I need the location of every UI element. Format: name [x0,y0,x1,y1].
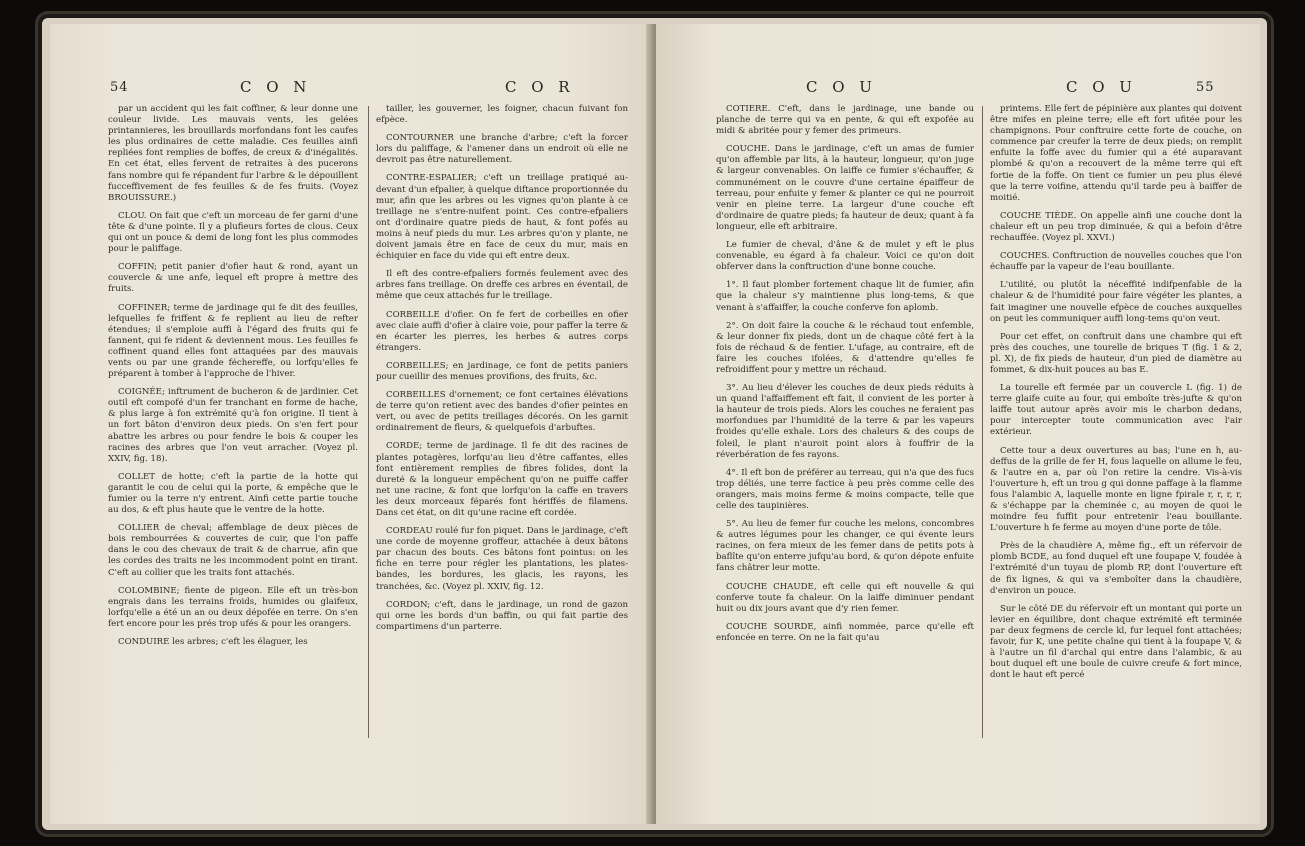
paragraph: CORBEILLES d'ornement; ce font certaines élévations de terre qu'on retient avec des bandes d'ofier peintes en vert, ou avec de petits treillages décorés. On les garnit ordinairement de fleurs, & quelquefois d'arbuftes. [376,390,628,434]
right-page [656,24,1260,824]
paragraph: COLLIER de cheval; affemblage de deux pièces de bois rembourrées & couvertes de cuir, que l'on paffe dans le cou des chevaux de trait & de charrue, afin que les cordes des traits ne les incommodent point en tirant. C'eft au collier que les traits font attachés. [108,523,358,578]
paragraph: 5°. Au lieu de femer fur couche les melons, concombres & autres légumes pour les changer, ce qui évente leurs racines, on fera mieux de les femer dans de petits pots à baflîte qu'on enterre jufqu'au bord, & qu'on dépote enfuite fans châtrer leur motte. [716,519,974,574]
left-page-header [110,78,610,100]
paragraph: COFFINER; terme de jardinage qui fe dit des feuilles, lefquelles fe friffent & fe replient au lieu de refter étendues; il s'emploie auffi à l'égard des fruits qui fe fannent, qui fe rident & deviennent mous. Les feuilles fe coffinent quand elles font attaquées par des mauvais vents ou par une grande féchereffe, ou lorfqu'elles fe préparent à tomber à l'approche de l'hiver. [108,302,358,380]
paragraph: 3°. Au lieu d'élever les couches de deux pieds réduits à un quand l'affaiffement eft fait, il convient de les porter à la hauteur de trois pieds. Alors les couches ne feraient pas morfondues par l'humidité de la terre & par les vapeurs froides qu'elle exhale. Lors des chaleurs & des coups de foleil, le plant n'auroit point alors à fouffrir de la réverbération de fes rayons. [716,383,974,460]
running-head-con: C O N [240,78,312,96]
paragraph: COUCHES. Conftruction de nouvelles couches que l'on échauffe par la vapeur de l'eau bouillante. [990,251,1242,273]
paragraph: CORDE; terme de jardinage. Il fe dit des racines de plantes potagères, lorfqu'au lieu d'être caffantes, elles font entièrement remplies de fibres folides, dont la dureté & la longueur empêchent qu'on ne puiffe caffer net une racine, & font que lorfqu'on la caffe en travers les deux morceaux féparés font hériffés de filamens. Dans cet état, on dit qu'une racine eft cordée. [376,441,628,518]
paragraph: CLOU. On fait que c'eft un morceau de fer garni d'une tête & d'une pointe. Il y a plufieurs fortes de clous. Ceux qui ont un pouce & demi de long font les plus commodes pour le paliffage. [108,210,358,255]
paragraph: CORBEILLES; en jardinage, ce font de petits paniers pour cueillir des menues provifions, des fruits, &c. [376,360,628,382]
paragraph: COIGNÉE; inftrument de bucheron & de jardinier. Cet outil eft compofé d'un fer tranchant en forme de hache, & plus large à fon extrémité qu'à fon origine. Il tient à un fort bâton d'environ deux pieds. On s'en fert pour abattre les arbres ou pour fendre le bois & couper les racines des arbres que l'on veut arracher. (Voyez pl. XXIV, fig. 18). [108,387,358,464]
paragraph: 4°. Il eft bon de préférer au terreau, qui n'a que des fucs trop déliés, une terre factice à peu près comme celle des orangers, mais moins ferme & moins compacte, telle que celle des taupinières. [716,467,974,511]
paragraph: La tourelle eft fermée par un couvercle L (fig. 1) de terre glaife cuite au four, qui emboîte très-jufte & qu'on laiffe tout autour après avoir mis le charbon dedans, pour intercepter toute communication avec l'air extérieur. [990,383,1242,438]
open-book [42,18,1267,830]
left-column-2 [376,104,628,814]
paragraph: COUCHE SOURDE, ainfi nommée, parce qu'elle eft enfoncée en terre. On ne la fait qu'au [716,621,974,643]
paragraph: tailler, les gouverner, les foigner, chacun fuivant fon efpèce. [376,104,628,126]
running-head-cou-left: C O U [806,78,877,96]
paragraph: COFFIN; petit panier d'ofier haut & rond, ayant un couvercle & une anfe, lequel eft propre à mettre des fruits. [108,262,358,295]
paragraph: par un accident qui les fait coffiner, & leur donne une couleur livide. Les mauvais vents, les gelées printannieres, les brouillards morfondans font les caufes les plus ordinaires de cette maladie. Ces feuilles ainfi repliées font remplies de boffes, de creux & d'inégalités. En cet état, elles fervent de retraites à des pucerons fans nombre qui fe répandent fur l'arbre & le dépouillent fucceffivement de fes feuilles & de fes fruits. (Voyez BROUISSURE.) [108,104,358,203]
paragraph: Cette tour a deux ouvertures au bas; l'une en h, au-deffus de la grille de fer H, fous laquelle on allume le feu, & l'autre en a, par où l'on retire la cendre. Vis-à-vis l'ouverture h, eft un trou g qui donne paffage à la flamme fous l'alambic A, laquelle monte en ligne fpirale r, r, r, r, & s'échappe par la cheminée c, au moyen de quoi le moindre feu fuffit pour entretenir l'eau bouillante. L'ouverture h fe ferme au moyen d'une porte de tôle. [990,445,1242,534]
paragraph: Il eft des contre-efpaliers formés feulement avec des arbres fans treillage. On dreffe ces arbres en éventail, de même que ceux attachés fur le treillage. [376,269,628,302]
paragraph: 1°. Il faut plomber fortement chaque lit de fumier, afin que la chaleur s'y maintienne plus long-tems, & que venant à s'affaiffer, la couche conferve fon aplomb. [716,280,974,313]
paragraph: Pour cet effet, on conftruit dans une chambre qui eft près des couches, une tourelle de briques T (fig. 1 & 2, pl. X), de fix pieds de hauteur, d'un pied de diamètre au fommet, & dix-huit pouces au bas E. [990,331,1242,375]
paragraph: COUCHE TIÈDE. On appelle ainfi une couche dont la chaleur eft un peu trop diminuée, & qui a befoin d'être rechauffée. (Voyez pl. XXVI.) [990,210,1242,244]
running-head-cou-right: C O U [1066,78,1137,96]
page-number-left: 54 [110,80,129,95]
paragraph: printems. Elle fert de pépinière aux plantes qui doivent être mifes en pleine terre; elle eft fort ufitée pour les champignons. Pour conftruire cette forte de couche, on commence par creufer la terre de deux pieds; on remplit enfuite la foffe avec du fumier qui a été auparavant plombé & qu'on a recouvert de la même terre qui eft fortie de la foffe. On tient ce fumier un peu plus élevé que la terre voifine, attendu qu'il tarde peu à baiffer de moitié. [990,104,1242,203]
paragraph: COLLET de hotte; c'eft la partie de la hotte qui garantit le cou de celui qui la porte, & empêche que le fumier ou la terre n'y entrent. Ainfi cette partie touche au dos, & eft plus haute que le ventre de la hotte. [108,471,358,516]
paragraph: CORBEILLE d'ofier. On fe fert de corbeilles en ofier avec claie auffi d'ofier à claire voie, pour paffer la terre & en écarter les pierres, les herbes & autres corps étrangers. [376,309,628,353]
paragraph: CONTRE-ESPALIER; c'eft un treillage pratiqué au-devant d'un efpalier, à quelque diftance proportionnée du mur, afin que les arbres ou les vignes qu'on plante à ce treillage ne s'entre-nuifent point. Ces contre-efpaliers ont d'ordinaire quatre pieds de haut, & font pofés au moins à neuf pieds du mur. Les arbres qu'on y plante, ne doivent jamais être en face de ceux du mur, mais en échiquier en face du vide qui eft entre deux. [376,173,628,262]
paragraph: COLOMBINE; fiente de pigeon. Elle eft un très-bon engrais dans les terrains froids, humides ou glaifeux, lorfqu'elle a été un an ou deux dépofée en terre. On s'en fert encore pour les prés trop ufés & pour les orangers. [108,585,358,629]
paragraph: COUCHE. Dans le jardinage, c'eft un amas de fumier qu'on affemble par lits, à la hauteur, longueur, qu'on juge & largeur convenables. On laiffe ce fumier s'échauffer, & communément on le couvre d'une certaine épaiffeur de terreau, pour enfuite y femer & planter ce qui ne pourroit venir en pleine terre. La largeur d'une couche eft d'ordinaire de quatre pieds; fa hauteur de deux; quant à fa longueur, elle eft arbitraire. [716,144,974,232]
paragraph: L'utilité, ou plutôt la néceffité indifpenfable de la chaleur & de l'humidité pour faire végéter les plantes, a fait imaginer une nouvelle efpèce de couches auxquelles on peut les communiquer auffi long-tems qu'on veut. [990,280,1242,324]
left-page [50,24,654,824]
paragraph: Près de la chaudière A, même fig., eft un réfervoir de plomb BCDE, au fond duquel eft une foupape V, foudée à l'extrémité d'un tuyau de plomb RP, dont l'ouverture eft de fix lignes, & qui va s'emboîter dans la chaudière, d'environ un pouce. [990,541,1242,596]
paragraph: CONTOURNER une branche d'arbre; c'eft la forcer lors du paliffage, & l'amener dans un endroit où elle ne devroit pas être naturellement. [376,133,628,166]
right-column-1 [716,104,974,814]
paragraph: Le fumier de cheval, d'âne & de mulet y eft le plus convenable, eu égard à fa chaleur. Voici ce qu'on doit obferver dans la conftruction d'une bonne couche. [716,240,974,273]
paragraph: CONDUIRE les arbres; c'eft les élaguer, les [118,637,308,648]
column-divider [368,106,369,738]
page-number-right: 55 [1196,80,1215,95]
paragraph: COUCHE CHAUDE, eft celle qui eft nouvelle & qui conferve toute fa chaleur. On la laiffe diminuer pendant huit ou dix jours avant que d'y rien femer. [716,581,974,614]
right-column-2 [990,104,1242,814]
running-head-cor: C O R [505,78,575,96]
paragraph: CORDEAU roulé fur fon piquet. Dans le jardinage, c'eft une corde de moyenne groffeur, attachée à deux bâtons par chacun des bouts. Ces bâtons font pointus: on les fiche en terre pour régler les plantations, les plates-bandes, les bordures, les glacis, les rayons, les tranchées, &c. (Voyez pl. XXIV, fig. 12. [376,526,628,592]
column-divider [982,106,983,738]
paragraph: 2°. On doit faire la couche & le réchaud tout enfemble, & leur donner fix pieds, dont un de chaque côté fert à la fois de réchaud & de fentier. L'ufage, au contraire, eft de faire les couches ifolées, & d'attendre qu'elles fe refroidiffent pour y mettre un réchaud. [716,320,974,375]
paragraph: CORDON; c'eft, dans le jardinage, un rond de gazon qui orne les bords d'un baffin, ou qui fait partie des compartimens d'un parterre. [376,599,628,632]
right-page-header [716,78,1236,100]
paragraph: COTIERE. C'eft, dans le jardinage, une bande ou planche de terre qui va en pente, & qui eft expofée au midi & abritée pour y femer des primeurs. [716,104,974,137]
left-column-1 [108,104,358,814]
paragraph: Sur le côté DE du réfervoir eft un montant qui porte un levier en équilibre, dont chaque extrémité eft terminée par deux fegmens de cercle kl, fur lequel font attachées; favoir, fur K, une petite chaîne qui tient à la foupape V, & à l'autre un fil d'archal qui entre dans l'alambic, & au bout duquel eft une boule de cuivre creufe & fort mince, dont le haut eft percé [990,603,1242,681]
